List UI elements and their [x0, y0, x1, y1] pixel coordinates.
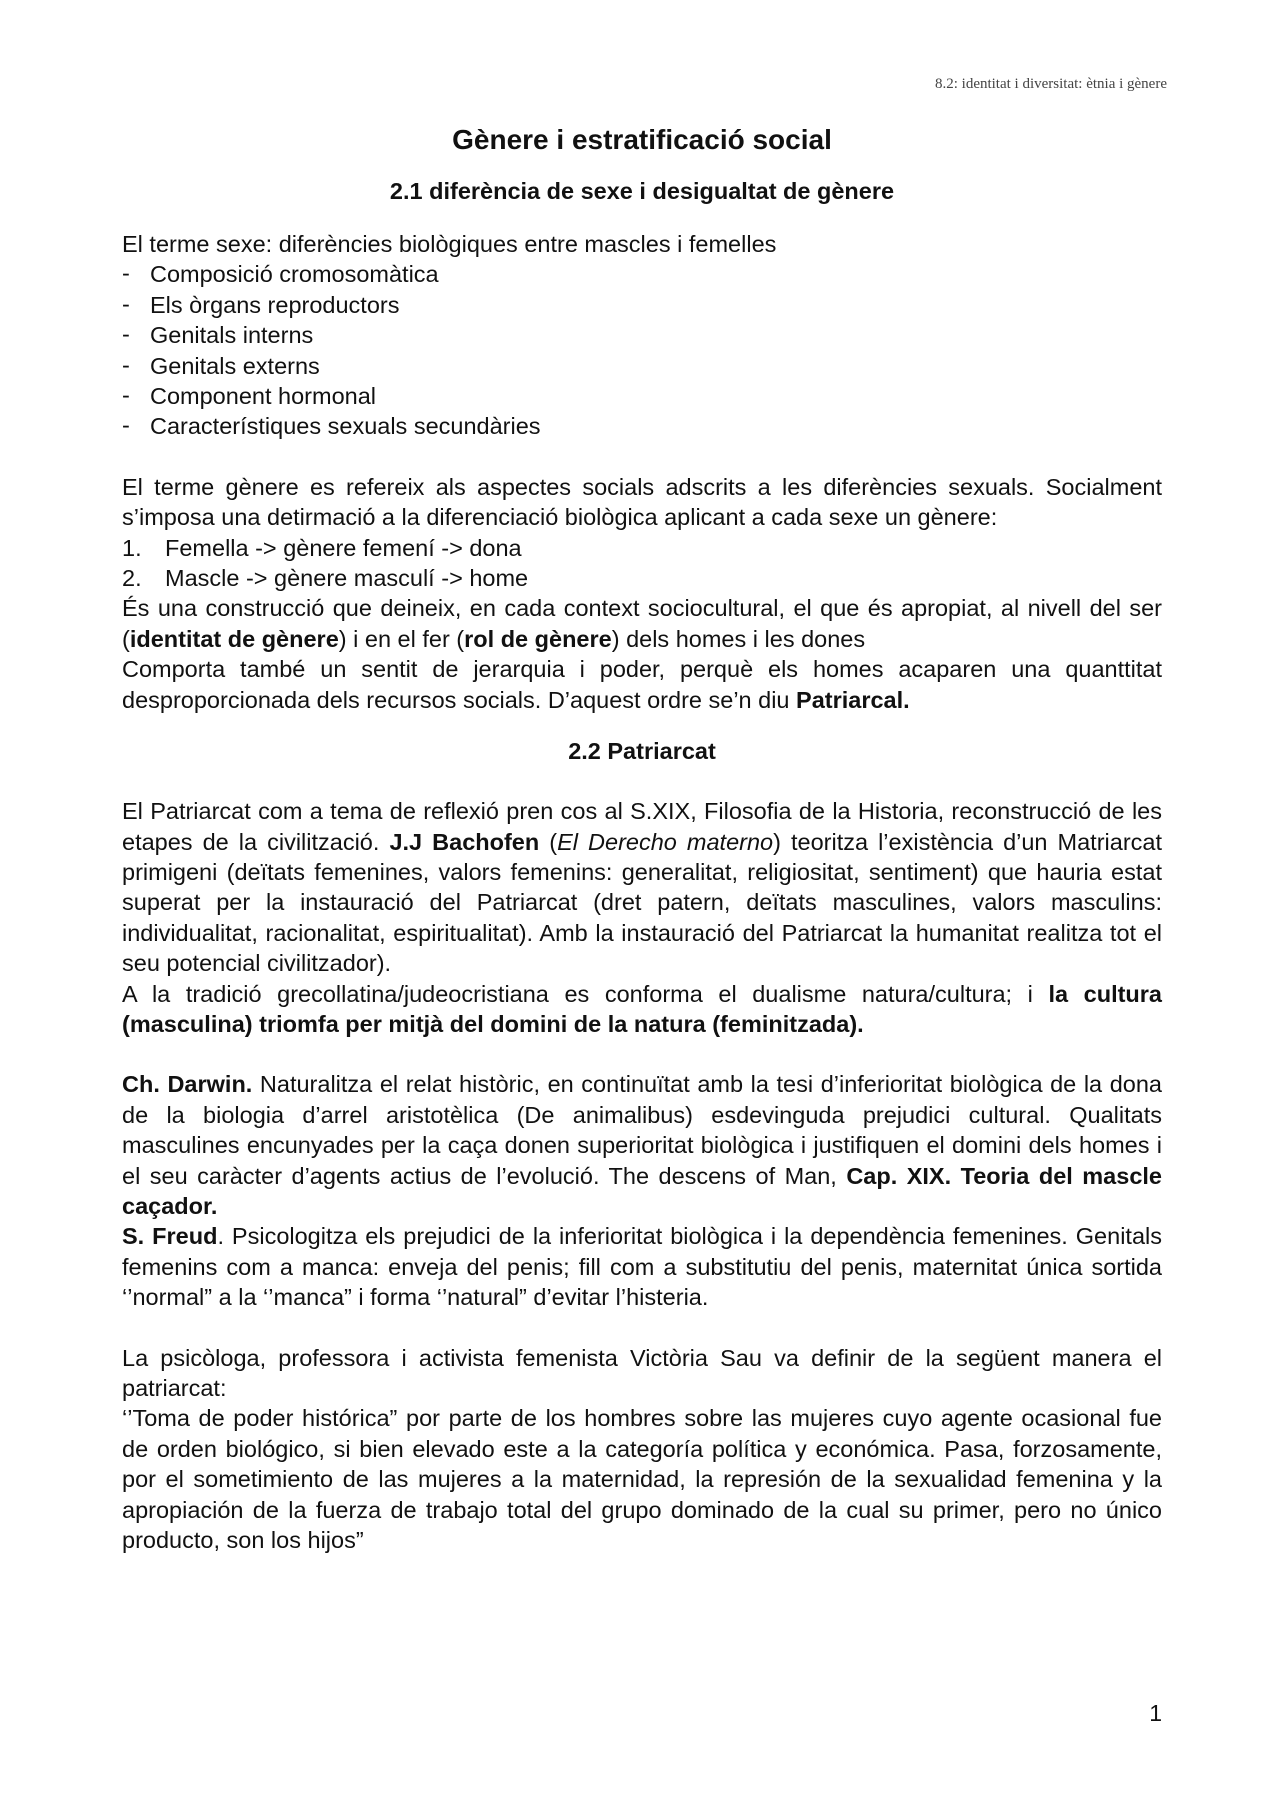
running-header: 8.2: identitat i diversitat: ètnia i gènere	[934, 76, 1167, 92]
darwin-chapter: Cap. XIX. Teoria del mascle caçador.	[122, 1162, 1162, 1219]
list-item: - Característiques sexuals secundàries	[122, 411, 1162, 441]
section-heading-2-2: 2.2 Patriarcat	[568, 738, 716, 765]
author-freud: S. Freud	[122, 1223, 218, 1250]
list-number: 1.	[122, 534, 142, 561]
page-content	[122, 116, 1162, 1555]
list-number: 2.	[122, 565, 142, 592]
sex-list	[122, 259, 1162, 441]
freud-paragraph: S. Freud. Psicologitza els prejudici de la inferioritat biològica i la dependència femenines. Genitals femenins com a manca: enveja del penis; fill com a substitutiu del penis, maternitat única sortida ‘’normal” a la ‘’manca” i forma ‘’natural” d’evitar l’histeria.	[122, 1223, 1162, 1311]
list-item: - Composició cromosomàtica	[122, 259, 1162, 289]
sau-quote-paragraph: ‘’Toma de poder histórica” por parte de los hombres sobre las mujeres cuyo agente ocasional fue de orden biológico, si bien elevado este a la categoría política y económica. Pasa, forzosamente, por el sometimiento de las mujeres a la maternidad, la represión de la sexualidad femenina y la apropiación de la fuerza de trabajo total del grupo dominado de la cual su primer, pero no único producto, son los hijos”	[122, 1405, 1162, 1554]
book-title: El Derecho materno	[557, 828, 774, 855]
hierarchy-paragraph: Comporta també un sentit de jerarquia i poder, perquè els homes acaparen una quanttitat desproporcionada dels recursos socials. D’aquest ordre se’n diu Patriarcal.	[122, 656, 1162, 713]
term-patriarcal: Patriarcal.	[796, 686, 910, 713]
term-role: rol de gènere	[464, 625, 612, 652]
author-darwin: Ch. Darwin.	[122, 1071, 253, 1098]
tradition-paragraph: A la tradició grecollatina/judeocristiana es conforma el dualisme natura/cultura; i la cultura (masculina) triomfa per mitjà del domini de la natura (feminitzada).	[122, 980, 1162, 1037]
list-text: Femella -> gènere femení -> dona	[165, 534, 522, 561]
list-item	[122, 563, 1162, 593]
section-heading-2-1: 2.1 diferència de sexe i desigualtat de gènere	[389, 178, 895, 204]
list-item: - Component hormonal	[122, 381, 1162, 411]
author-bachofen: J.J Bachofen	[389, 828, 540, 855]
page-title: Gènere i estratificació social	[452, 124, 832, 155]
sex-intro: El terme sexe: diferències biològiques entre mascles i femelles	[122, 231, 777, 257]
list-item: - Genitals externs	[122, 351, 1162, 381]
construction-paragraph: És una construcció que deineix, en cada context sociocultural, el que és apropiat, al nivell del ser (identitat de gènere) i en el fer (rol de gènere) dels homes i les dones	[122, 595, 1162, 652]
list-item	[122, 533, 1162, 563]
culture-statement: la cultura (masculina) triomfa per mitjà del domini de la natura (feminitzada).	[122, 980, 1162, 1037]
list-item: - Genitals interns	[122, 320, 1162, 350]
page-number: 1	[1149, 1700, 1162, 1726]
sau-intro-paragraph: La psicòloga, professora i activista femenista Victòria Sau va definir de la següent manera el patriarcat:	[122, 1344, 1162, 1401]
bachofen-paragraph: El Patriarcat com a tema de reflexió pren cos al S.XIX, Filosofia de la Historia, reconstrucció de les etapes de la civilització. J.J Bachofen (El Derecho materno) teoritza l’existència d’un Matriarcat primigeni (deïtats femenines, valors femenins: generalitat, religiositat, sentiment) que hauria estat superat per la instauració del Patriarcat (dret patern, deïtats masculines, valors masculins: individualitat, racionalitat, espiritualitat). Amb la instauració del Patriarcat la humanitat realitza tot el seu potencial civilitzador).	[122, 798, 1163, 977]
term-identity: identitat de gènere	[129, 625, 339, 652]
list-item: - Els òrgans reproductors	[122, 290, 1162, 320]
list-text: Mascle -> gènere masculí -> home	[165, 565, 529, 592]
gender-paragraph: El terme gènere es refereix als aspectes socials adscrits a les diferències sexuals. Socialment s’imposa una detirmació a la diferenciació biològica aplicant a cada sexe un gènere:	[122, 473, 1162, 531]
gender-numbered-list	[122, 533, 1162, 594]
darwin-paragraph: Ch. Darwin. Naturalitza el relat històric, en continuïtat amb la tesi d’inferioritat biològica de la dona de la biologia d’arrel aristotèlica (De animalibus) esdevinguda prejudici cultural. Qualitats masculines encunyades per la caça donen superioritat biològica i justifiquen el domini dels homes i el seu caràcter d’agents actius de l’evolució. The descens of Man, Cap. XIX. Teoria del mascle caçador.	[122, 1071, 1162, 1219]
